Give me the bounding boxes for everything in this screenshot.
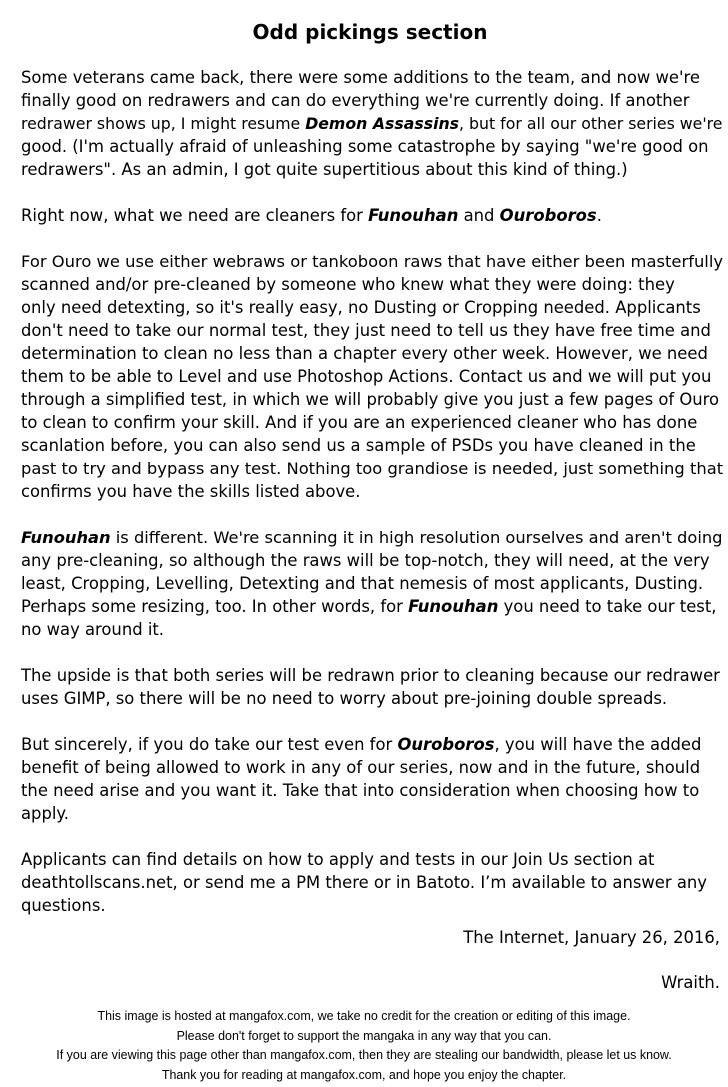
- text-segment: only need detexting, so it's really easy, no Dusting or Cropping needed. Applicants: [21, 298, 701, 317]
- text-segment: the need arise and you want it. Take that into consideration when choosing how to: [21, 781, 700, 800]
- hosting-footer: [0, 1007, 728, 1085]
- emphasized-series-title: Funouhan: [408, 597, 499, 616]
- text-line: [21, 480, 723, 503]
- emphasis: [408, 597, 498, 616]
- text-line: [21, 664, 723, 687]
- text-segment: benefit of being allowed to work in any of our series, now and in the future, should: [21, 758, 701, 777]
- text-line: [21, 66, 723, 89]
- text-segment: redrawers". As an admin, I got quite supertitious about this kind of thing.): [21, 160, 628, 179]
- text-line: [21, 871, 723, 894]
- emphasized-series-title: Funouhan: [21, 528, 111, 547]
- document-body: [21, 66, 723, 940]
- text-segment: good. (I'm actually afraid of unleashing some catastrophe by saying "we're good on: [21, 137, 709, 156]
- text-line: [21, 388, 723, 411]
- paragraph: [21, 66, 723, 181]
- text-line: [21, 572, 723, 595]
- text-line: [21, 204, 723, 227]
- text-line: [21, 250, 723, 273]
- text-line: [21, 779, 723, 802]
- emphasis: [368, 206, 458, 225]
- text-segment: least, Cropping, Levelling, Detexting and that nemesis of most applicants, Dusting.: [21, 574, 704, 593]
- text-segment: redrawer shows up, I might resume: [21, 114, 306, 133]
- signoff-date: The Internet, January 26, 2016,: [463, 928, 720, 947]
- text-segment: finally good on redrawers and can do everything we're currently doing. If another: [21, 91, 690, 110]
- text-segment: deathtollscans.net, or send me a PM there or in Batoto. I’m available to answer any: [21, 873, 707, 892]
- text-segment: don't need to take our normal test, they just need to tell us they have free time and: [21, 321, 711, 340]
- text-segment: For Ouro we use either webraws or tankoboon raws that have either been masterfully: [21, 252, 724, 271]
- text-line: [21, 434, 723, 457]
- text-line: [21, 526, 723, 549]
- text-line: [21, 549, 723, 572]
- text-segment: to clean to confirm your skill. And if you are an experienced cleaner who has done: [21, 413, 698, 432]
- text-line: [21, 618, 723, 641]
- emphasized-series-title: Funouhan: [368, 206, 459, 225]
- text-segment: through a simplified test, in which we will probably give you just a few pages of Ouro: [21, 390, 720, 409]
- text-segment: questions.: [21, 896, 106, 915]
- text-segment: determination to clean no less than a chapter every other week. However, we need: [21, 344, 708, 363]
- text-segment: Applicants can find details on how to apply and tests in our Join Us section at: [21, 850, 655, 869]
- text-line: [21, 756, 723, 779]
- text-segment: scanlation before, you can also send us a sample of PSDs you have cleaned in the: [21, 436, 696, 455]
- text-segment: Right now, what we need are cleaners for: [21, 206, 369, 225]
- text-line: [21, 273, 723, 296]
- text-segment: apply.: [21, 804, 69, 823]
- text-line: [21, 342, 723, 365]
- text-line: [21, 89, 723, 112]
- text-segment: , but for all our other series we're: [459, 114, 723, 133]
- text-segment: them to be able to Level and use Photoshop Actions. Contact us and we will put you: [21, 367, 712, 386]
- text-line: [21, 158, 723, 181]
- text-segment: any pre-cleaning, so although the raws will be top-notch, they will need, at the very: [21, 551, 710, 570]
- text-line: [21, 411, 723, 434]
- paragraph: [21, 664, 723, 710]
- text-segment: and: [458, 206, 500, 225]
- text-line: [21, 457, 723, 480]
- text-segment: .: [596, 206, 602, 225]
- text-segment: Some veterans came back, there were some additions to the team, and now we're: [21, 68, 700, 87]
- text-line: [21, 848, 723, 871]
- emphasis: [397, 735, 494, 754]
- text-segment: is different. We're scanning it in high resolution ourselves and aren't doing: [110, 528, 723, 547]
- footer-line: This image is hosted at mangafox.com, we take no credit for the creation or editing of this image.: [97, 1009, 631, 1023]
- text-segment: uses GIMP, so there will be no need to worry about pre-joining double spreads.: [21, 689, 668, 708]
- text-line: [21, 365, 723, 388]
- emphasized-series-title: Ouroboros: [499, 206, 597, 225]
- text-segment: confirms you have the skills listed above.: [21, 482, 361, 501]
- paragraph: [21, 848, 723, 917]
- emphasis: [305, 114, 459, 133]
- text-segment: But sincerely, if you do take our test even for: [21, 735, 398, 754]
- text-segment: , you will have the added: [494, 735, 702, 754]
- page-title: Odd pickings section: [252, 20, 488, 44]
- text-line: [21, 595, 723, 618]
- text-line: [21, 319, 723, 342]
- footer-line: Please don't forget to support the mangaka in any way that you can.: [176, 1028, 552, 1043]
- emphasis: [500, 206, 597, 225]
- text-line: [21, 802, 723, 825]
- text-line: [21, 112, 723, 135]
- text-line: [21, 296, 723, 319]
- text-segment: Perhaps some resizing, too. In other words, for: [21, 597, 409, 616]
- text-segment: The upside is that both series will be redrawn prior to cleaning because our redrawer: [21, 666, 720, 685]
- text-segment: you need to take our test,: [498, 597, 717, 616]
- text-line: [21, 733, 723, 756]
- footer-line: Thank you for reading at mangafox.com, and hope you enjoy the chapter.: [161, 1067, 567, 1082]
- text-line: [21, 135, 723, 158]
- text-segment: scanned and/or pre-cleaned by someone who knew what they were doing: they: [21, 275, 675, 294]
- paragraph: [21, 204, 723, 227]
- paragraph: [21, 733, 723, 825]
- emphasized-series-title: Demon Assassins: [305, 114, 460, 133]
- signoff-name: Wraith.: [661, 973, 720, 992]
- text-line: [21, 687, 723, 710]
- footer-line: If you are viewing this page other than mangafox.com, then they are stealing our bandwidth, please let us know.: [56, 1048, 672, 1062]
- emphasis: [21, 528, 111, 547]
- emphasized-series-title: Ouroboros: [397, 735, 495, 754]
- paragraph: [21, 250, 723, 503]
- text-segment: past to try and bypass any test. Nothing too grandiose is needed, just something that: [21, 459, 724, 478]
- text-segment: no way around it.: [21, 620, 165, 639]
- paragraph: [21, 526, 723, 641]
- text-line: [21, 894, 723, 917]
